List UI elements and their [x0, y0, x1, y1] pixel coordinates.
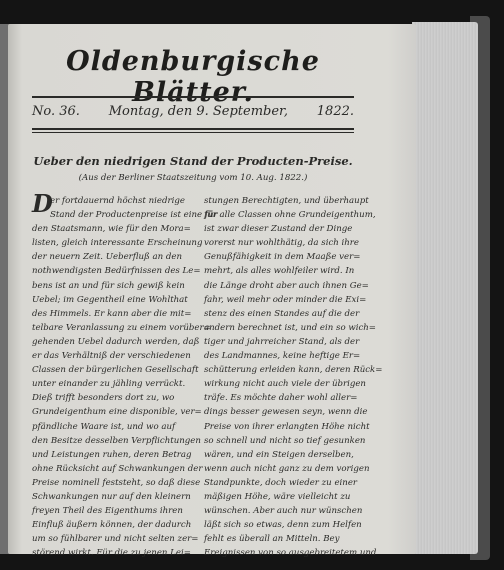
text-line: des Himmels. Er kann aber die mit=: [32, 308, 192, 319]
text-line: stenz des einen Standes auf die der: [204, 308, 360, 319]
text-line: Dieß trifft besonders dort zu, wo: [32, 393, 175, 404]
text-line: er fortdauernd höchst niedrige: [50, 196, 185, 206]
text-line: träfe. Es möchte daher wohl aller=: [204, 393, 358, 404]
text-line: Classen der bürgerlichen Gesellschaft: [32, 365, 199, 376]
article-title: Ueber den niedrigen Stand der Producten-Preise.: [33, 154, 353, 168]
text-line: Stand der Productenpreise ist eine für: [50, 210, 218, 221]
drop-cap: D: [32, 189, 53, 218]
masthead: Oldenburgische Blätter.: [66, 46, 320, 108]
issue-date: Montag, den 9. September,: [108, 104, 288, 119]
masthead-rule: [32, 96, 354, 98]
text-line: den Besitze desselben Verpflichtungen: [32, 435, 201, 446]
issue-number: No. 36.: [32, 104, 80, 119]
text-line: tiger und jahrreicher Stand, als der: [204, 336, 360, 347]
text-line: Genußfähigkeit in dem Maaße ver=: [204, 252, 361, 263]
text-line: des Landmannes, keine heftige Er=: [204, 351, 361, 362]
text-line: listen, gleich interessante Erscheinung: [32, 238, 203, 249]
issue-year: 1822.: [316, 104, 354, 119]
issue-rule-thin: [32, 132, 354, 133]
page-block-edges: [412, 22, 478, 554]
text-line: Ereignissen von so ausgebreitetem und: [204, 548, 377, 559]
text-line: so schnell und nicht so tief gesunken: [204, 435, 366, 446]
text-line: fehlt es überall an Mitteln. Bey: [204, 534, 340, 545]
left-column: [32, 189, 218, 560]
text-line: den Staatsmann, wie für den Mora=: [32, 224, 191, 235]
text-line: vorerst nur wohlthätig, da sich ihre: [204, 238, 359, 249]
text-line: Standpunkte, doch wieder zu einer: [204, 477, 358, 488]
text-line: Grundeigenthum eine disponible, ver=: [32, 407, 202, 418]
text-line: wären, und ein Steigen derselben,: [204, 449, 354, 460]
text-line: Schwankungen nur auf den kleinern: [32, 491, 191, 502]
text-line: schütterung erleiden kann, deren Rück=: [204, 365, 383, 376]
issue-rule-thick: [32, 128, 354, 130]
text-line: andern berechnet ist, und ein so wich=: [204, 322, 377, 333]
text-line: um so fühlbarer und nicht selten zer=: [32, 534, 199, 545]
text-line: der neuern Zeit. Ueberfluß an den: [32, 252, 183, 263]
text-line: Preise nominell feststeht, so daß diese: [32, 477, 201, 488]
text-line: Preise von ihrer erlangten Höhe nicht: [204, 421, 370, 432]
text-line: die Länge droht aber auch ihnen Ge=: [204, 280, 369, 291]
text-line: stungen Berechtigten, und überhaupt: [204, 196, 369, 206]
text-line: dings besser gewesen seyn, wenn die: [204, 407, 368, 418]
text-line: er das Verhältniß der verschiedenen: [32, 351, 191, 362]
text-line: für alle Classen ohne Grundeigenthum,: [204, 210, 376, 221]
text-line: fahr, weil mehr oder minder die Exi=: [204, 294, 367, 305]
text-line: mäßigen Höhe, wäre vielleicht zu: [204, 491, 351, 502]
issue-line: [32, 104, 354, 119]
newspaper-page: [8, 24, 416, 559]
text-line: ohne Rücksicht auf Schwankungen der: [32, 463, 203, 474]
text-line: telbare Veranlassung zu einem vorüber=: [32, 322, 211, 333]
text-line: pfändliche Waare ist, und wo auf: [32, 421, 176, 432]
text-line: Uebel; im Gegentheil eine Wohlthat: [32, 294, 188, 305]
text-line: läßt sich so etwas, denn zum Helfen: [204, 520, 362, 531]
text-line: bens ist an und für sich gewiß kein: [32, 280, 185, 291]
text-line: mehrt, als alles wohlfeiler wird. In: [204, 266, 355, 277]
text-line: unter einander zu jähling verrückt.: [32, 379, 186, 390]
text-line: gehenden Uebel dadurch werden, daß: [32, 336, 200, 347]
text-line: störend wirkt. Für die zu jenen Lei=: [32, 548, 191, 559]
text-line: wenn auch nicht ganz zu dem vorigen: [204, 463, 370, 474]
text-line: wünschen. Aber auch nur wünschen: [204, 506, 363, 517]
text-line: freyen Theil des Eigenthums ihren: [32, 506, 183, 517]
text-line: und Leistungen ruhen, deren Betrag: [32, 449, 192, 460]
text-line: nothwendigsten Bedürfnissen des Le=: [32, 266, 201, 277]
text-line: Einfluß äußern können, der dadurch: [32, 520, 192, 531]
text-line: wirkung nicht auch viele der übrigen: [204, 379, 366, 390]
right-column: [204, 194, 383, 560]
article-source: (Aus der Berliner Staatszeitung vom 10. Aug. 1822.): [78, 173, 308, 183]
text-line: ist zwar dieser Zustand der Dinge: [204, 224, 353, 235]
